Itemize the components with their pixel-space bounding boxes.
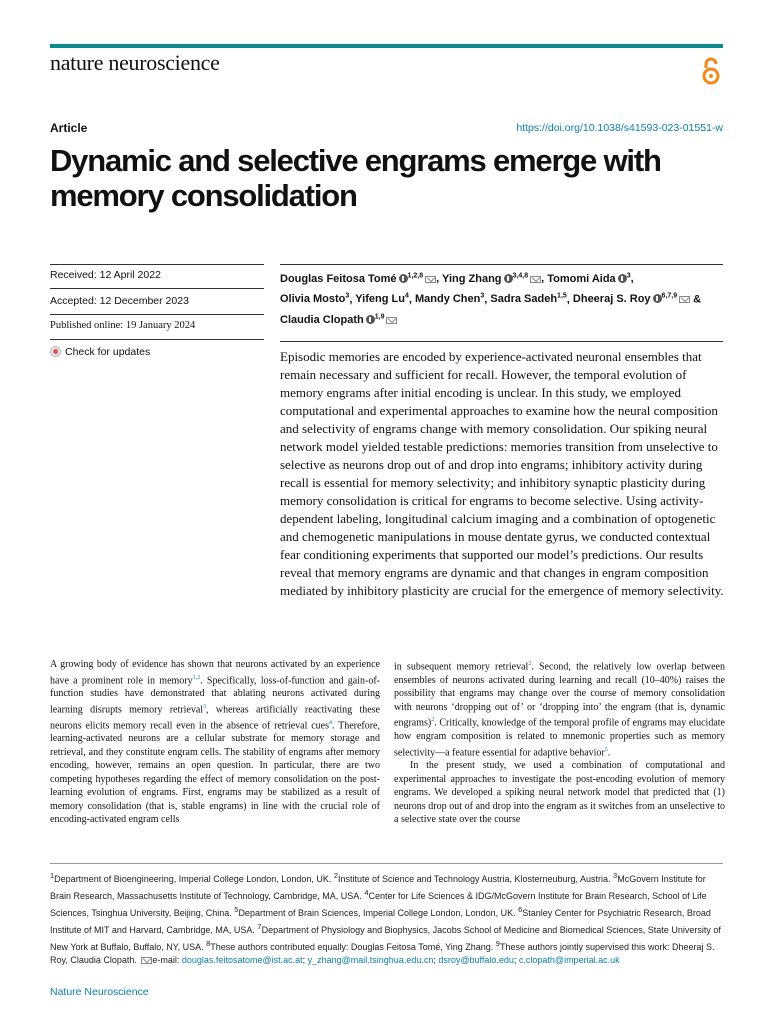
published-date: Published online: 19 January 2024 [50, 320, 196, 331]
author-affiliation: 1,5 [557, 292, 567, 300]
body-paragraph: In the present study, we used a combination of computational and experimental approaches to investigate the post-encoding evolution of memory engrams. We developed a spiking neural network model that predicted that (1) neurons drop out of and drop into the engram as it switches from an unselective to a selective state over the course [394, 760, 725, 826]
affiliation-text: These authors jointly supervised this work: Dheeraj S. Roy, Claudia Clopath. [50, 942, 715, 965]
affiliation-text: Center for Life Sciences & IDG/McGovern Institute for Brain Research, School of Life Sciences, Tsinghua University, Beijing, China. [50, 891, 707, 918]
author-separator: , [408, 293, 415, 306]
citation[interactable]: 4 [328, 719, 332, 726]
footnote-number: 9 [495, 939, 500, 948]
orcid-icon[interactable] [366, 315, 375, 324]
email-link[interactable]: c.clopath@imperial.ac.uk [518, 955, 620, 965]
author-affiliation: 1,9 [374, 313, 385, 321]
mail-icon[interactable] [679, 296, 690, 303]
author-affiliation: 3,4,8 [512, 272, 529, 279]
email-separator: ; [433, 955, 439, 965]
divider [50, 288, 264, 289]
affiliation-text: Institute of Science and Technology Austria, Klosterneuburg, Austria. [338, 874, 614, 884]
author-separator: , [541, 272, 548, 285]
email-separator: ; [302, 955, 308, 965]
author-affiliation: 3 [626, 272, 631, 279]
body-text: . Critically, knowledge of the temporal profile of engrams may elucidate how engram composition is related to mnemonic properties such as memory selectivity—a feature essential for adaptive behavior [394, 717, 725, 758]
author-affiliation: 6,7,9 [661, 292, 678, 300]
body-text: . Therefore, learning-activated neurons are a cellular substrate for memory storage and retrieval, and they constitute engram cells. The stability of engrams after memory encoding, however, remains an open question. In particular, there are two competing hypotheses regarding the effect of memory consolidation on the post-learning evolution of engrams. First, engrams may be stabilized as a result of memory consolidation (that is, stable engrams) in line with the crucial role of encoding-activated engram cells [50, 719, 380, 826]
citation[interactable]: 2 [431, 717, 435, 724]
affiliation-text: These authors contributed equally: Douglas Feitosa Tomé, Ying Zhang. [210, 942, 496, 952]
author-affiliation: 3 [345, 292, 350, 300]
mail-icon [141, 957, 152, 964]
check-updates-label: Check for updates [65, 346, 151, 358]
author-separator: , [566, 293, 573, 306]
footnote-number: 5 [234, 905, 239, 914]
author-separator: & [690, 293, 702, 306]
author-name: Olivia Mosto [280, 293, 346, 306]
footnote-number: 3 [613, 871, 618, 880]
affiliations-footnote [50, 869, 725, 967]
mail-icon[interactable] [530, 276, 541, 283]
body-text: in subsequent memory retrieval [394, 661, 529, 673]
accepted-date: Accepted: 12 December 2023 [50, 295, 189, 307]
orcid-icon[interactable] [618, 274, 627, 283]
author-name: Claudia Clopath [280, 313, 364, 326]
affiliation-text: Stanley Center for Psychiatric Research, Broad Institute of MIT and Harvard, Cambridge, MA, USA. [50, 908, 711, 935]
body-text: . Second, the relatively low overlap between ensembles of neurons activated during learning and recall (10–40%) raises the possibility that engrams may change over the course of memory consolidation with neurons ‘dropping out of’ or ‘dropping into’ the engram (that is, dynamic engrams) [394, 661, 725, 729]
divider [280, 264, 723, 265]
affiliation-text: Department of Bioengineering, Imperial College London, London, UK. [54, 874, 334, 884]
body-paragraph [50, 658, 380, 827]
author[interactable] [415, 293, 484, 305]
abstract: Episodic memories are encoded by experience-activated neuronal ensembles that remain necessary and sufficient for recall. However, the temporal evolution of memory engrams after initial encoding is unclear. In this study, we employed computational and experimental approaches to examine how the neural composition and selectivity of engrams change with memory consolidation. Our spiking neural network model yielded testable predictions: memories transition from unselective to selective as neurons drop out of and drop into engrams; inhibitory activity during recall is essential for memory selectivity; and inhibitory synaptic plasticity during memory consolidation is critical for engrams to become selective. Using activity-dependent labeling, longitudinal calcium imaging and a combination of optogenetic and chemogenetic manipulations in mouse dentate gyrus, we conducted contextual fear conditioning experiments that supported our model’s predictions. Our results reveal that memory engrams are dynamic and that changes in engram composition mediated by inhibitory plasticity are crucial for the emergence of memory selectivity. [280, 349, 724, 598]
author[interactable] [280, 293, 349, 305]
author[interactable] [280, 314, 397, 326]
author-list [280, 267, 725, 329]
body-text: . [607, 746, 611, 758]
email-link[interactable]: douglas.feitosatome@ist.ac.at [181, 955, 303, 965]
body-text: A growing body of evidence has shown that neurons activated by an experience have a prominent role in memory [50, 659, 380, 686]
divider [50, 314, 264, 315]
author-name: Ying Zhang [442, 272, 502, 285]
footnote-number: 1 [50, 871, 55, 880]
divider [50, 339, 264, 340]
author-separator: , [630, 272, 634, 285]
body-text: . Specifically, loss-of-function and gain-of-function studies have demonstrated that ablating neurons activated during learning disrupts memory retrieval [50, 674, 380, 716]
citation[interactable]: 3 [203, 703, 207, 710]
article-type: Article [50, 121, 88, 135]
doi-link[interactable]: https://doi.org/10.1038/s41593-023-01551-w [516, 122, 723, 134]
footnote-number: 7 [257, 922, 262, 931]
author[interactable] [547, 273, 630, 285]
author-affiliation: 3 [480, 292, 485, 300]
email-link[interactable]: y_zhang@mail.tsinghua.edu.cn [307, 955, 434, 965]
body-text: , whereas artificially reactivating these neurons elicits memory recall even in the absence of retrieval cues [50, 704, 380, 731]
orcid-icon[interactable] [399, 274, 408, 283]
mail-icon[interactable] [425, 276, 436, 283]
author-name: Tomomi Aida [547, 272, 616, 285]
author[interactable] [573, 293, 690, 305]
email-separator: ; [513, 955, 519, 965]
footer-journal-name[interactable]: Nature Neuroscience [50, 986, 149, 998]
footnote-number: 4 [364, 888, 369, 897]
affiliation-text: Department of Physiology and Biophysics, Jacobs School of Medicine and Biomedical Sciences, State University of New York at Buffalo, Buffalo, NY, USA. [50, 925, 721, 952]
author[interactable] [490, 293, 566, 305]
divider [280, 341, 723, 342]
author[interactable] [280, 273, 436, 285]
top-accent-bar [50, 44, 723, 48]
orcid-icon[interactable] [504, 274, 513, 283]
author-separator: , [349, 293, 356, 306]
open-access-icon [700, 56, 722, 86]
author-name: Dheeraj S. Roy [572, 293, 651, 306]
orcid-icon[interactable] [653, 294, 662, 303]
email-label: e-mail: [152, 955, 182, 965]
author[interactable] [442, 273, 541, 285]
author-name: Yifeng Lu [355, 293, 405, 306]
author-separator: , [484, 293, 491, 306]
journal-name[interactable]: nature neuroscience [50, 50, 220, 75]
author-name: Douglas Feitosa Tomé [280, 272, 397, 285]
author-separator: , [436, 272, 443, 285]
divider [50, 863, 723, 864]
citation[interactable]: 2 [528, 661, 532, 667]
citation[interactable]: 5 [604, 746, 608, 753]
citation[interactable]: 1,2 [192, 674, 201, 681]
author-affiliation: 4 [404, 292, 409, 300]
body-paragraph [394, 658, 725, 759]
body-column-right [394, 658, 725, 827]
affiliation-text: McGovern Institute for Brain Research, Massachusetts Institute of Technology, Cambridge, MA, USA. [50, 874, 706, 901]
email-link[interactable]: dsroy@buffalo.edu [438, 955, 514, 965]
footnote-number: 8 [206, 939, 211, 948]
footnote-number: 2 [333, 871, 339, 880]
article-title: Dynamic and selective engrams emerge with memory consolidation [50, 143, 661, 213]
author-affiliation: 1,2,8 [407, 272, 424, 279]
author[interactable] [355, 293, 409, 305]
footnote-number: 6 [518, 905, 523, 914]
received-date: Received: 12 April 2022 [50, 269, 161, 281]
mail-icon[interactable] [386, 317, 397, 324]
check-for-updates-button[interactable] [50, 346, 264, 358]
affiliation-text: Department of Brain Sciences, Imperial College London, London, UK. [238, 908, 519, 918]
divider [50, 264, 264, 265]
check-updates-icon [50, 346, 61, 357]
author-name: Sadra Sadeh [490, 293, 558, 306]
body-column-left [50, 658, 380, 827]
author-name: Mandy Chen [414, 293, 481, 306]
